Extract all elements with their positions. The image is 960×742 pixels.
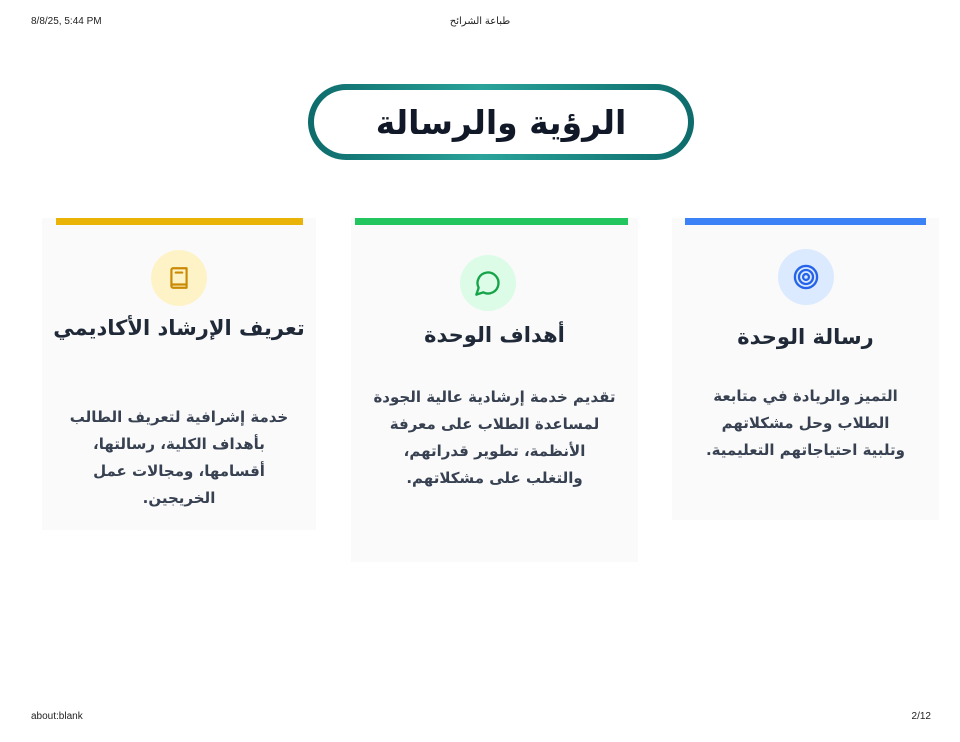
card-body: التميز والريادة في متابعة الطلاب وحل مشكلاتهم وتلبية احتياجاتهم التعليمية. [705,387,906,459]
card-unit-objectives [351,218,638,562]
card-title: أهداف الوحدة [424,323,565,347]
print-url: about:blank [31,711,83,722]
card-accent-bar [355,218,628,225]
card-body: تقديم خدمة إرشادية عالية الجودة لمساعدة الطلاب على معرفة الأنظمة، تطوير قدراتهم، والتغلب على مشكلاتهم. [373,388,616,487]
card-academic-guidance-definition [42,218,316,530]
slide-title-frame [308,84,694,160]
card-accent-bar [685,218,926,225]
print-timestamp: 8/8/25, 5:44 PM [31,16,102,27]
card-unit-mission [672,218,939,520]
card-title: تعريف الإرشاد الأكاديمي [53,316,305,340]
print-footer [0,711,960,725]
card-title: رسالة الوحدة [737,325,874,349]
target-icon [778,249,834,305]
card-body: خدمة إشرافية لتعريف الطالب بأهداف الكلية، رسالتها، أقسامها، ومجالات عمل الخريجين. [69,408,289,507]
slide-title: الرؤية والرسالة [314,90,688,154]
chat-bubble-icon [460,255,516,311]
card-accent-bar [56,218,303,225]
print-page-number: 2/12 [911,711,931,722]
book-icon [151,250,207,306]
print-document-title: طباعة الشرائح [449,16,511,27]
print-header [0,16,960,30]
